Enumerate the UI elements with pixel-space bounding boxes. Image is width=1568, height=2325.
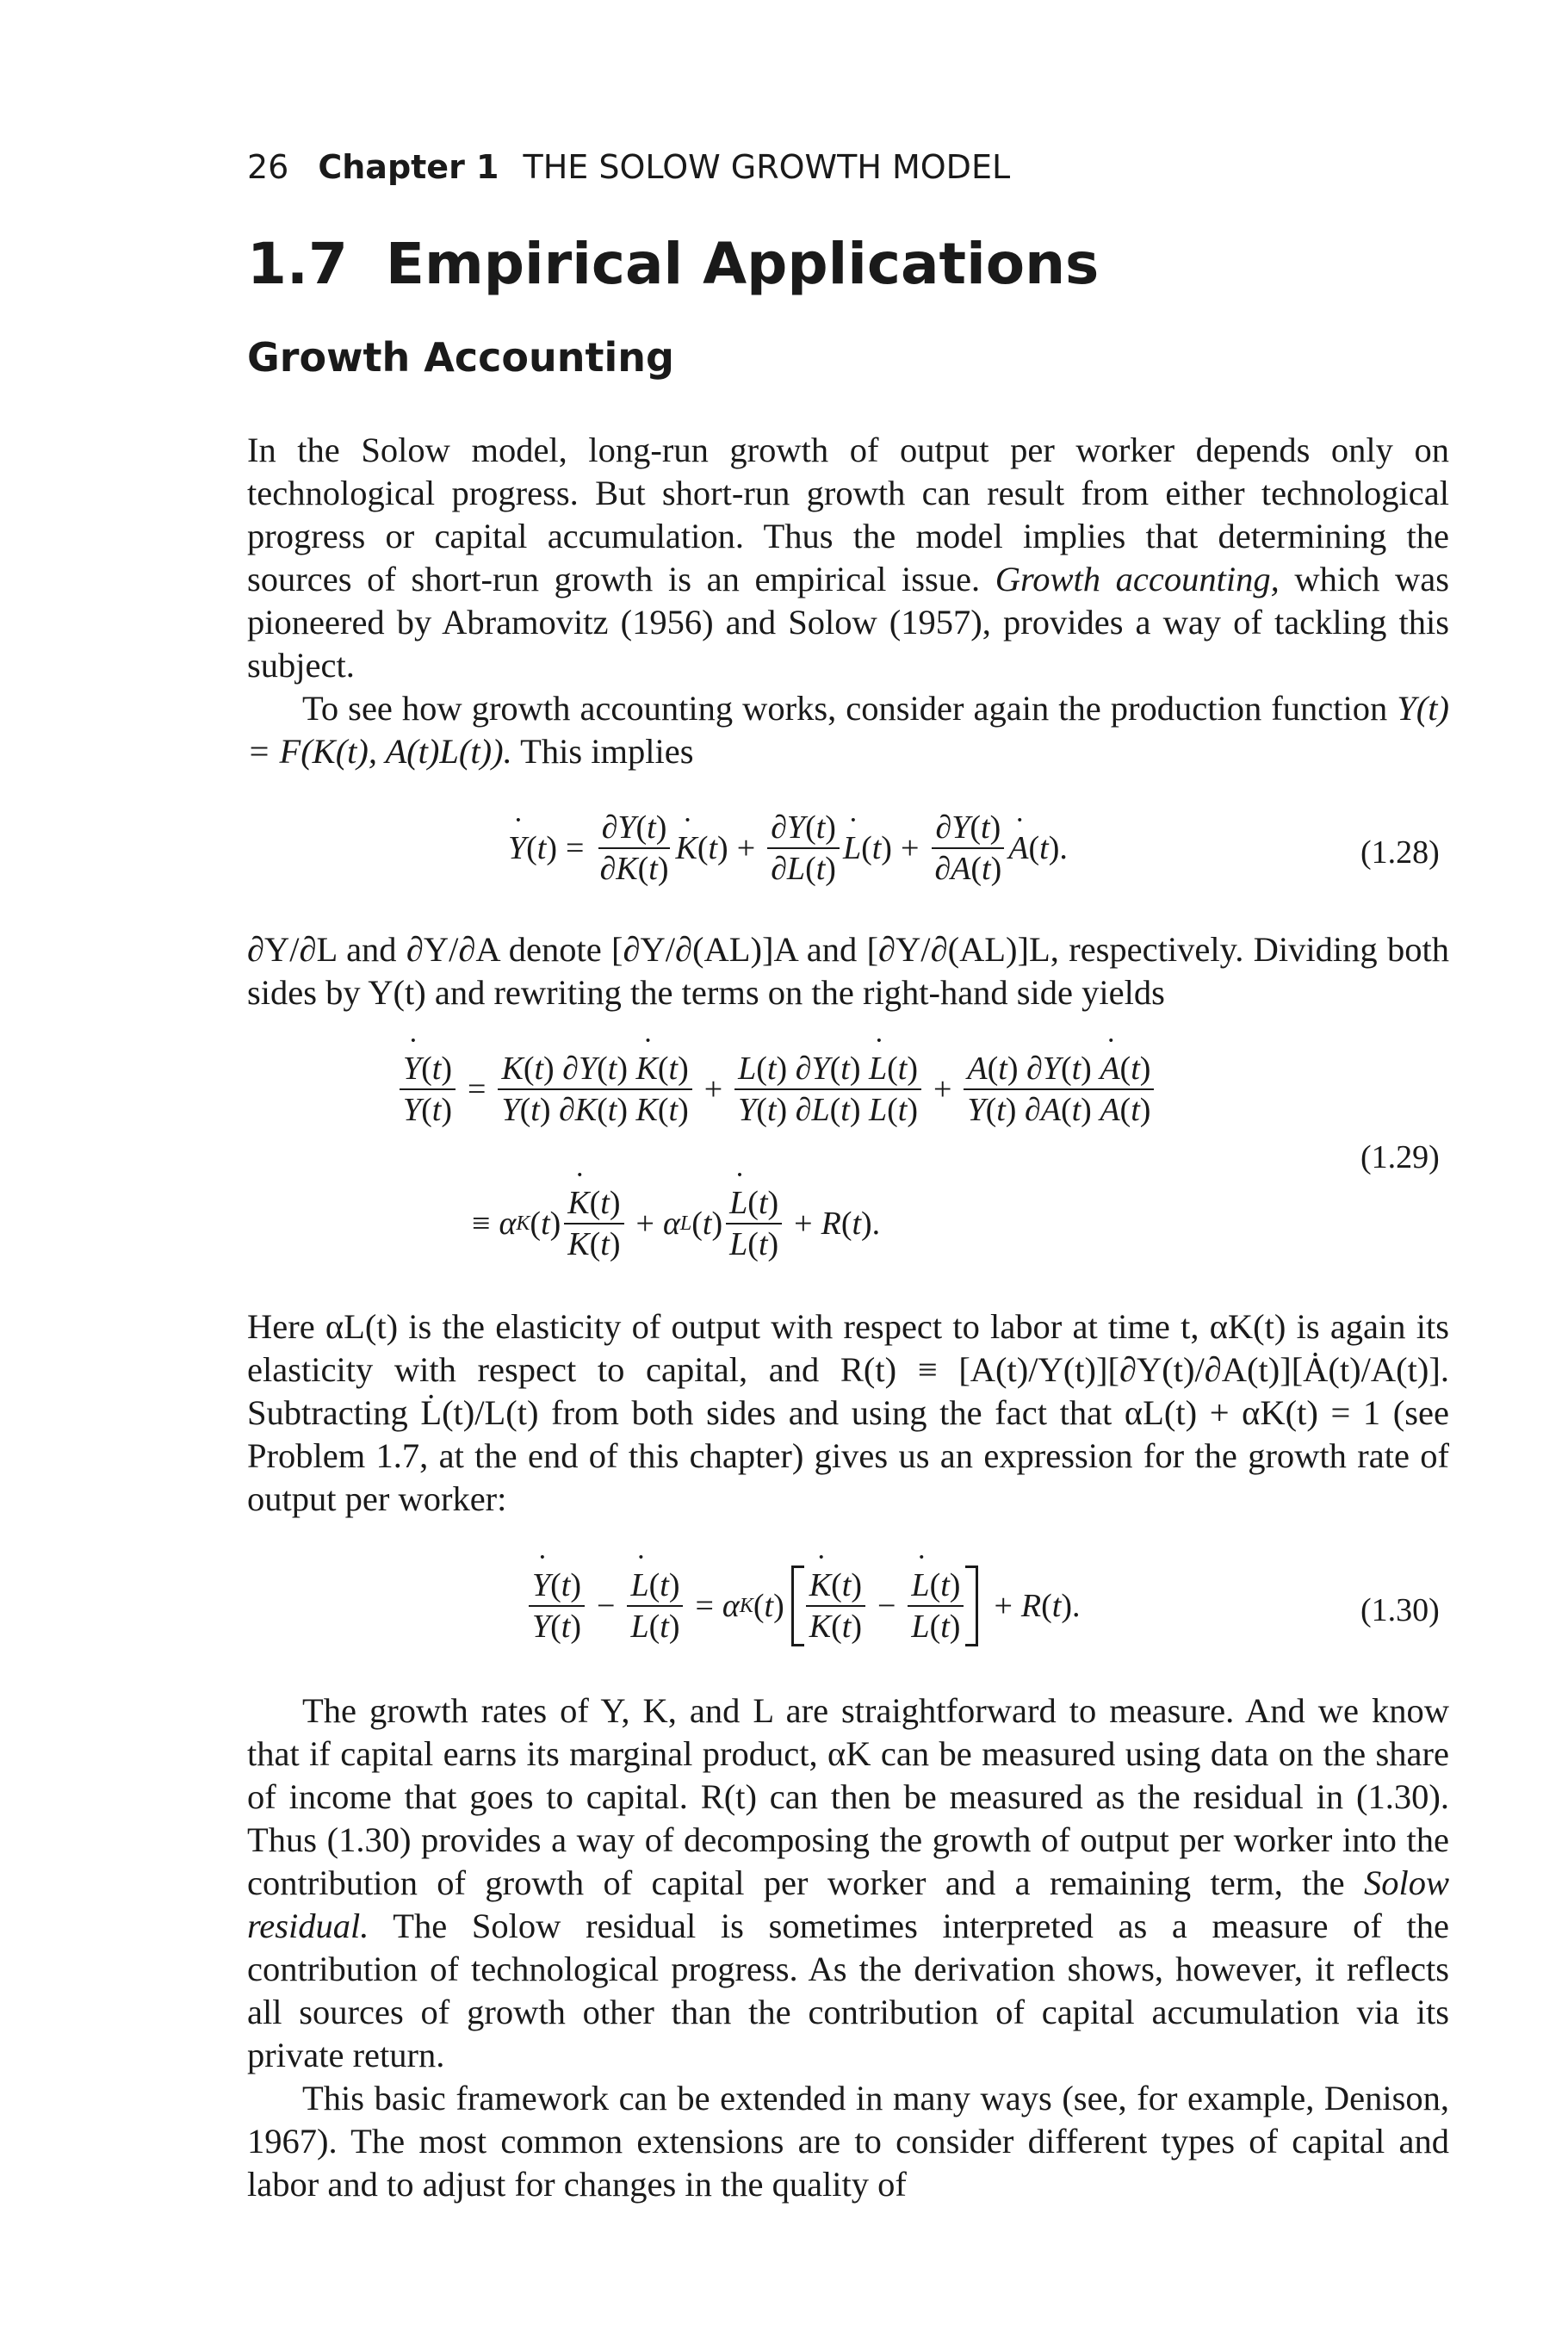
equation-1-28: ˙ Y ( t ) = $\frac{\partial Y(t)}{\partial K(t)}$ ˙ K ( t ) + $\frac{\partial Y(t)}{\partial L(t)}$ ˙ L ( t ) + $\frac{\partial Y(t)}{\partial A(t)}$ ˙ A ( t ).	[508, 811, 1068, 885]
section-title-text: Empirical Applications	[385, 231, 1100, 297]
paragraph-2-inline-math: Y(t) = F(K(t), A(t)L(t)).	[247, 689, 1449, 771]
paragraph-1-emphasis: Growth accounting,	[995, 560, 1280, 598]
equation-1-29-line-1: ˙ $\frac{Y(t)}{Y(t)}$ = $\frac{K(t) \partial Y(t) ˙ K(t)}{Y(t) \partial K(t) K(t)}$ + $\frac{L(t) \partial Y(t) ˙ L(t)}{Y(t) \partial L(t) L(t)}$ + $\frac{A(t) \partial Y(t) ˙ A(t)}{Y(t) \partial A(t) A(t)}$	[396, 1052, 1157, 1126]
chapter-title: THE SOLOW GROWTH MODEL	[523, 148, 1011, 186]
paragraph-5	[247, 1690, 1449, 2077]
paragraph-5-text: The growth rates of Y, K, and L are straightforward to measure. And we know that if capital earns its marginal product, αK can be measured using data on the share of income that goes to capital. R(t) can then be measured as the residual in (1.30). Thus (1.30) provides a way of decomposing the growth of output per worker into the contribution of growth of capital per worker and a remaining term, the	[247, 1691, 1449, 1902]
equation-number-1-30: (1.30)	[1360, 1592, 1440, 1628]
paragraph-1-text-end: which was pioneered by Abramovitz (1956) and Solow (1957), provides a way of tackling this subject.	[247, 560, 1449, 685]
paragraph-5-emphasis: Solow residual.	[247, 1863, 1449, 1945]
equation-1-29-line-2: ≡ α K ( t ) ˙ $\frac{K(t)}{K(t)}$ + α L ( t ) ˙ $\frac{L(t)}{L(t)}$ + R ( t ).	[463, 1187, 880, 1261]
equation-number-1-28: (1.28)	[1360, 834, 1440, 871]
paragraph-2-text: To see how growth accounting works, consider again the production function	[302, 689, 1398, 728]
page-number: 26	[247, 148, 289, 186]
equation-1-30: ˙ $\frac{Y(t)}{Y(t)}$ − ˙ $\frac{L(t)}{L(t)}$ = α K ( t ) ˙ $\frac{K(t)}{K(t)}$ − ˙ $\frac{L(t)}{L(t)}$ + R ( t ).	[525, 1566, 1080, 1646]
section-title	[247, 231, 1099, 297]
paragraph-2	[247, 687, 1449, 773]
chapter-label: Chapter 1	[318, 148, 499, 186]
subsection-title: Growth Accounting	[247, 334, 674, 381]
paragraph-5-text-end: The Solow residual is sometimes interpreted as a measure of the contribution of technological progress. As the derivation shows, however, it reflects all sources of growth other than the contribution of capital accumulation via its private return.	[247, 1906, 1449, 2074]
paragraph-1	[247, 429, 1449, 687]
paragraph-4: Here αL(t) is the elasticity of output with respect to labor at time t, αK(t) is again its elasticity with respect to capital, and R(t) ≡ [A(t)/Y(t)][∂Y(t)/∂A(t)][Ȧ(t)/A(t)]. Subtracting L̇(t)/L(t) from both sides and using the fact that αL(t) + αK(t) = 1 (see Problem 1.7, at the end of this chapter) gives us an expression for the growth rate of output per worker:	[247, 1307, 1449, 1518]
equation-number-1-29: (1.29)	[1360, 1139, 1440, 1175]
running-head	[247, 148, 1010, 186]
paragraph-1-text: In the Solow model, long-run growth of output per worker depends only on technological progress. But short-run growth can result from either technological progress or capital accumulation. Thus the model implies that determining the sources of short-run growth is an empirical issue.	[247, 431, 1449, 598]
paragraph-3: ∂Y/∂L and ∂Y/∂A denote [∂Y/∂(AL)]A and [∂Y/∂(AL)]L, respectively. Dividing both sides by Y(t) and rewriting the terms on the right-hand side yields	[247, 930, 1449, 1012]
paragraph-6: This basic framework can be extended in many ways (see, for example, Denison, 1967). The most common extensions are to consider different types of capital and labor and to adjust for changes in the quality of	[247, 2079, 1449, 2204]
paragraph-2-text-end: This implies	[511, 732, 694, 771]
section-number: 1.7	[247, 231, 348, 297]
